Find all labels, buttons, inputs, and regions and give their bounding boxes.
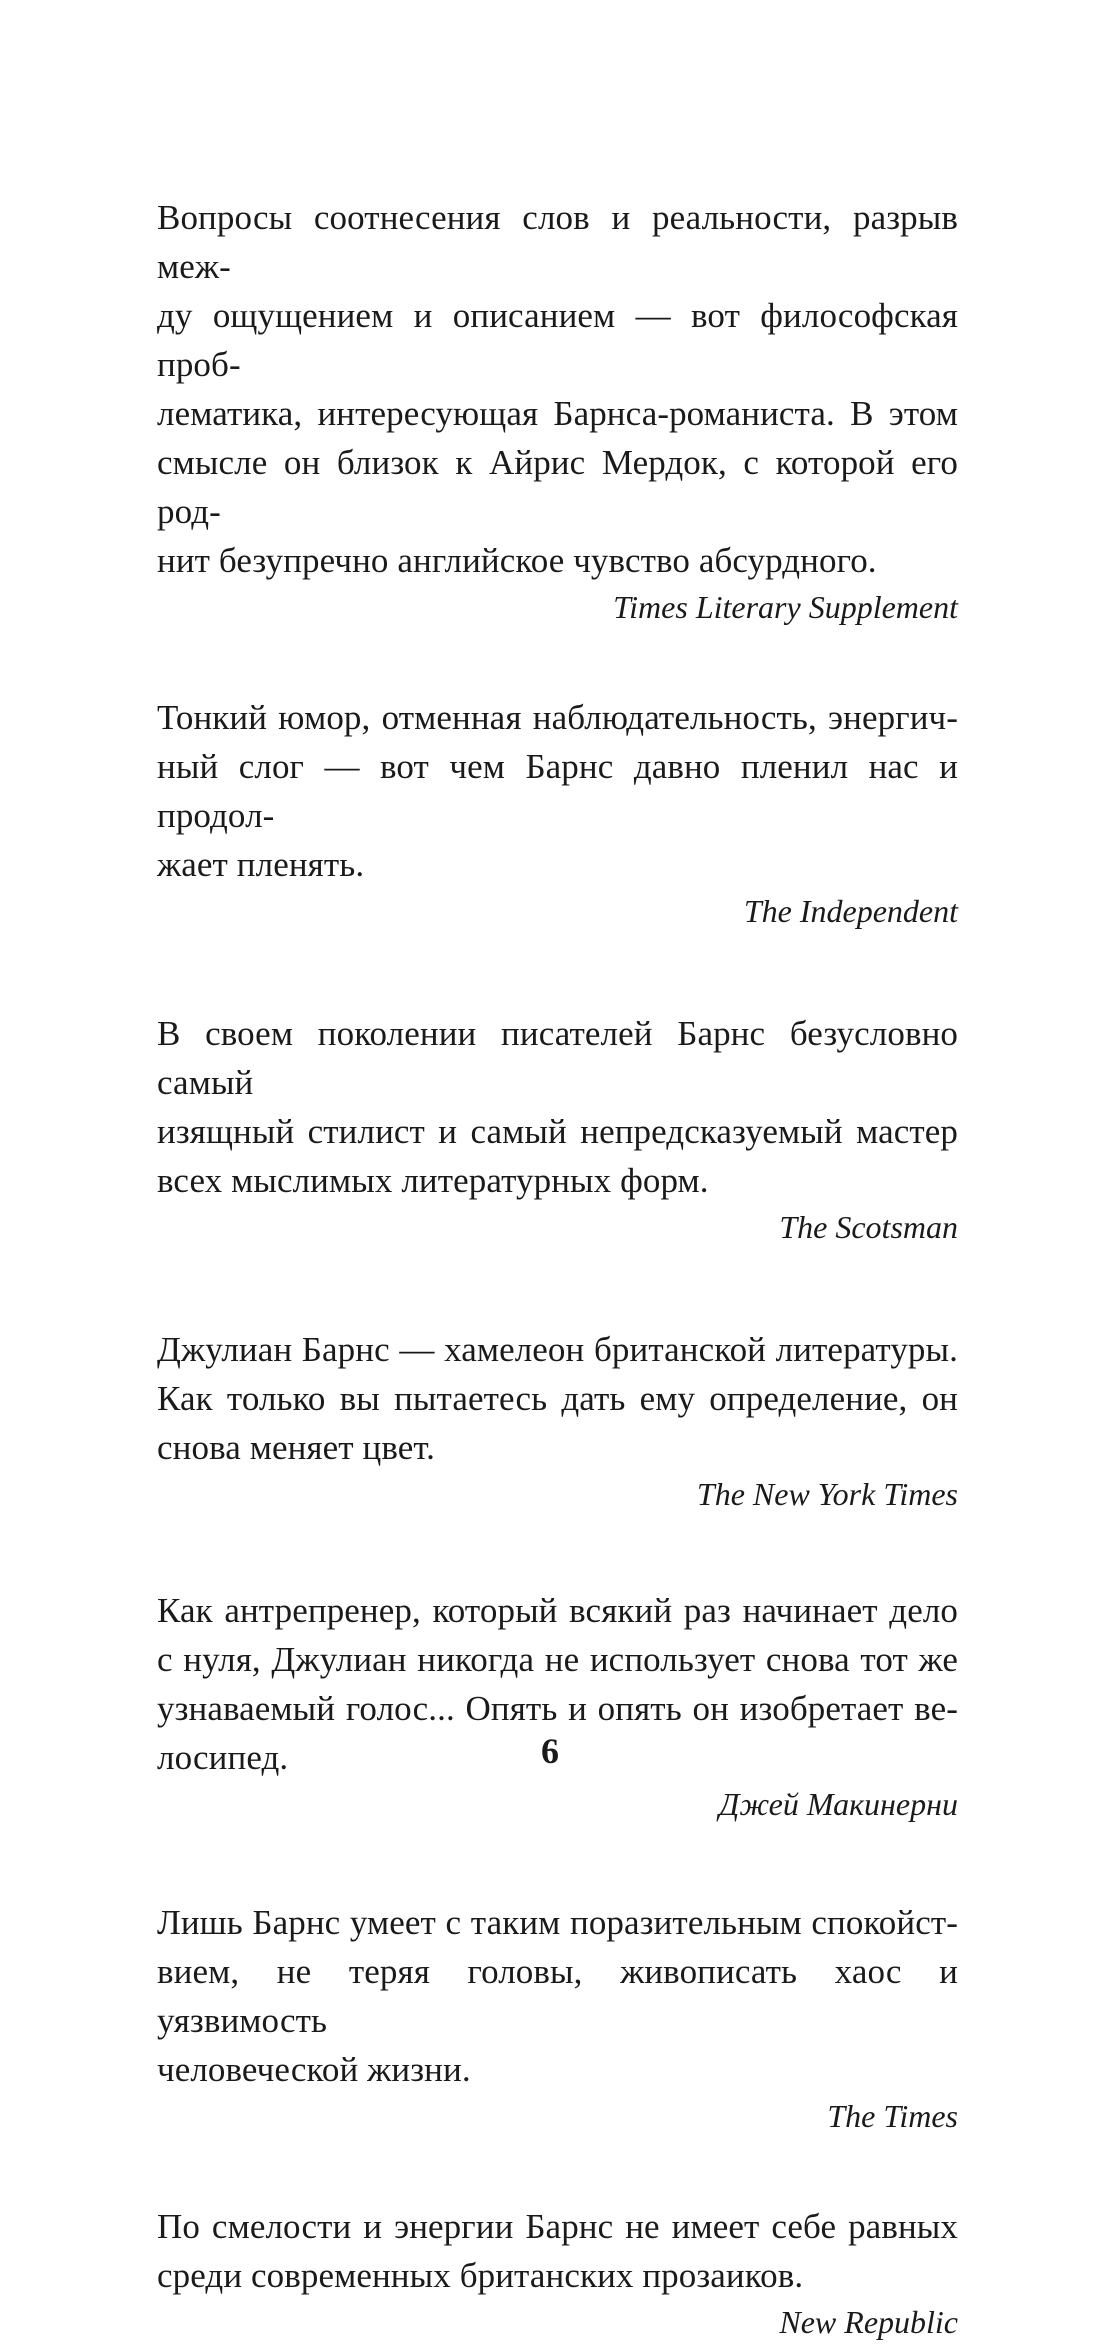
quotes-page	[157, 193, 958, 2344]
quote-line: Джулиан Барнс — хамелеон британской литературы.	[157, 1330, 958, 1369]
quote-4	[157, 1325, 958, 1516]
quote-text	[157, 693, 958, 889]
quote-line: вием, не теряя головы, живописать хаос и уязвимость	[157, 1952, 958, 2040]
quote-source: New Republic	[779, 2304, 958, 2340]
quote-source: Джей Макинерни	[718, 1786, 958, 1822]
quote-line: человеческой жизни.	[157, 2050, 471, 2089]
quote-2	[157, 693, 958, 933]
quote-text	[157, 2202, 958, 2300]
quote-source: The New York Times	[696, 1476, 958, 1512]
quote-line: узнаваемый голос... Опять и опять он изобретает ве-	[157, 1689, 958, 1728]
quote-line: лематика, интересующая Барнса-романиста. В этом	[157, 394, 958, 433]
quote-line: нит безупречно английское чувство абсурдного.	[157, 541, 877, 580]
quote-5	[157, 1586, 958, 1826]
quote-text	[157, 193, 958, 585]
quote-line: Тонкий юмор, отменная наблюдательность, энергич-	[157, 698, 958, 737]
quote-source: The Independent	[743, 893, 958, 929]
quote-1	[157, 193, 958, 629]
quote-text	[157, 1898, 958, 2094]
quote-source: The Scotsman	[779, 1209, 958, 1245]
quote-line: ду ощущением и описанием — вот философская проб-	[157, 296, 958, 384]
quote-source: The Times	[827, 2098, 958, 2134]
quote-line: смысле он близок к Айрис Мердок, с которой его род-	[157, 443, 958, 531]
quote-line: снова меняет цвет.	[157, 1428, 436, 1467]
quote-line: ный слог — вот чем Барнс давно пленил нас и продол-	[157, 747, 958, 835]
quote-text	[157, 1009, 958, 1205]
quote-line: среди современных британских прозаиков.	[157, 2256, 804, 2295]
quote-3	[157, 1009, 958, 1249]
quote-line: Вопросы соотнесения слов и реальности, разрыв меж-	[157, 198, 958, 286]
page-number: 6	[541, 1731, 559, 1771]
quote-line: Как только вы пытаетесь дать ему определение, он	[157, 1379, 958, 1418]
quote-7	[157, 2202, 958, 2344]
quote-line: В своем поколении писателей Барнс безусловно самый	[157, 1014, 958, 1102]
quote-line: Лишь Барнс умеет с таким поразительным спокойст-	[157, 1903, 958, 1942]
quote-line: лосипед.	[157, 1738, 289, 1777]
quote-line: По смелости и энергии Барнс не имеет себе равных	[157, 2207, 958, 2246]
quote-line: Как антрепренер, который всякий раз начинает дело	[157, 1591, 958, 1630]
quote-line: жает пленять.	[157, 845, 365, 884]
quote-line: изящный стилист и самый непредсказуемый мастер	[157, 1112, 958, 1151]
quote-line: с нуля, Джулиан никогда не использует снова тот же	[157, 1640, 958, 1679]
quote-line: всех мыслимых литературных форм.	[157, 1161, 709, 1200]
quote-source: Times Literary Supplement	[613, 589, 958, 625]
quote-text	[157, 1325, 958, 1472]
quote-6	[157, 1898, 958, 2138]
